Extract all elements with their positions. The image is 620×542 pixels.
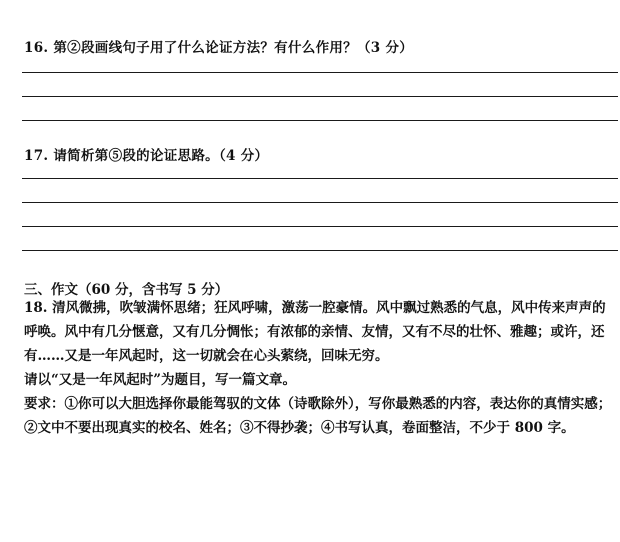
answer-line (22, 250, 618, 251)
essay-paragraph-1: 18. 清风微拂，吹皱满怀思绪；狂风呼啸，激荡一腔豪情。风中飘过熟悉的气息，风中传来声声的呼唤。风中有几分惬意，又有几分惆怅；有浓郁的亲情、友情，又有不尽的壮怀、雅趣；或许，还有……又是一年风起时，这一切就会在心头萦绕，回味无穷。 (24, 300, 606, 364)
question-16: 16. 第②段画线句子用了什么论证方法？有什么作用？（3 分） (24, 40, 414, 56)
answer-line (22, 202, 618, 203)
essay-prompt (24, 296, 614, 440)
essay-paragraph-3: 要求：①你可以大胆选择你最能驾驭的文体（诗歌除外），写你最熟悉的内容，表达你的真情实感；②文中不要出现真实的校名、姓名；③不得抄袭；④书写认真，卷面整洁，不少于 800 字。 (24, 396, 612, 436)
question-17: 17. 请简析第⑤段的论证思路。（4 分） (24, 148, 269, 164)
answer-line (22, 72, 618, 73)
essay-paragraph-2: 请以“又是一年风起时”为题目，写一篇文章。 (24, 372, 297, 388)
answer-line (22, 120, 618, 121)
answer-line (22, 226, 618, 227)
section-title: 三、作文（60 分，含书写 5 分） (24, 282, 229, 298)
answer-line (22, 96, 618, 97)
answer-line (22, 178, 618, 179)
